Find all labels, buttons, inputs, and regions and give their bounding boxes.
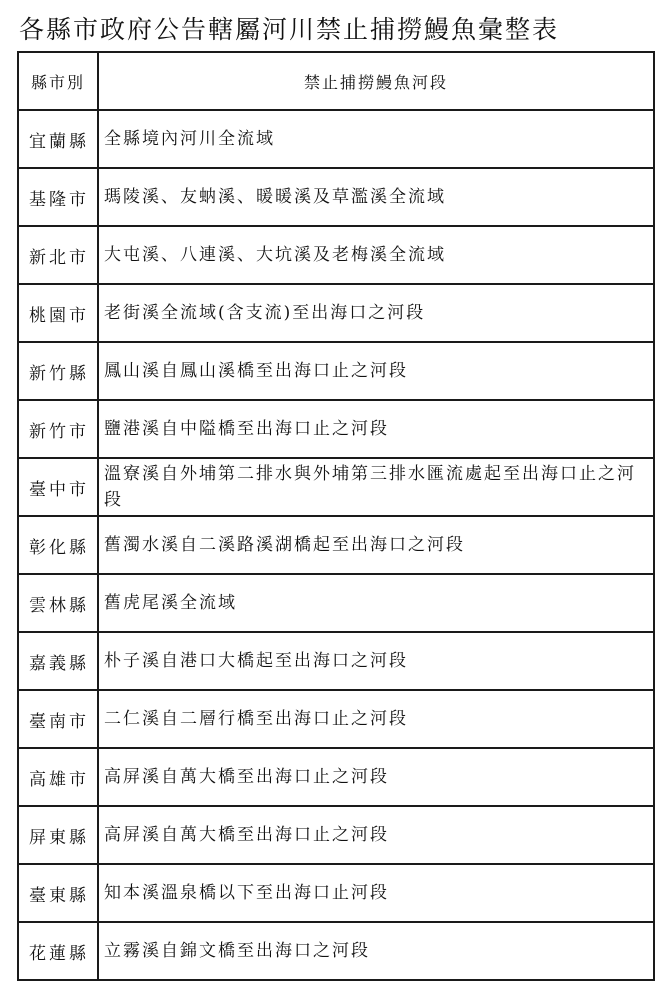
region-cell: 臺南市 (18, 690, 98, 748)
region-cell: 臺東縣 (18, 864, 98, 922)
region-cell: 嘉義縣 (18, 632, 98, 690)
header-section: 禁止捕撈鰻魚河段 (98, 52, 654, 110)
region-cell: 新竹縣 (18, 342, 98, 400)
region-cell: 宜蘭縣 (18, 110, 98, 168)
region-cell: 新竹市 (18, 400, 98, 458)
header-region: 縣市別 (18, 52, 98, 110)
section-cell: 二仁溪自二層行橋至出海口止之河段 (98, 690, 654, 748)
section-cell: 鹽港溪自中隘橋至出海口止之河段 (98, 400, 654, 458)
section-cell: 舊濁水溪自二溪路溪湖橋起至出海口之河段 (98, 516, 654, 574)
section-cell: 溫寮溪自外埔第二排水與外埔第三排水匯流處起至出海口止之河段 (98, 458, 654, 516)
table-row (18, 168, 654, 226)
region-cell: 彰化縣 (18, 516, 98, 574)
region-cell: 屏東縣 (18, 806, 98, 864)
table-row (18, 110, 654, 168)
region-cell: 臺中市 (18, 458, 98, 516)
section-cell: 全縣境內河川全流域 (98, 110, 654, 168)
section-cell: 鳳山溪自鳳山溪橋至出海口止之河段 (98, 342, 654, 400)
section-cell: 知本溪溫泉橋以下至出海口止河段 (98, 864, 654, 922)
section-cell: 老街溪全流域(含支流)至出海口之河段 (98, 284, 654, 342)
table-row (18, 226, 654, 284)
table-row (18, 748, 654, 806)
table-row (18, 632, 654, 690)
table-row (18, 400, 654, 458)
table-row (18, 922, 654, 980)
table-row (18, 342, 654, 400)
section-cell: 高屏溪自萬大橋至出海口止之河段 (98, 806, 654, 864)
table-header-row (18, 52, 654, 110)
section-cell: 瑪陵溪、友蚋溪、暖暖溪及草濫溪全流域 (98, 168, 654, 226)
region-cell: 雲林縣 (18, 574, 98, 632)
table-row (18, 458, 654, 516)
section-cell: 立霧溪自錦文橋至出海口之河段 (98, 922, 654, 980)
table-row (18, 574, 654, 632)
section-cell: 朴子溪自港口大橋起至出海口之河段 (98, 632, 654, 690)
region-cell: 花蓮縣 (18, 922, 98, 980)
region-cell: 基隆市 (18, 168, 98, 226)
section-cell: 舊虎尾溪全流域 (98, 574, 654, 632)
section-cell: 大屯溪、八連溪、大坑溪及老梅溪全流域 (98, 226, 654, 284)
region-cell: 桃園市 (18, 284, 98, 342)
section-cell: 高屏溪自萬大橋至出海口止之河段 (98, 748, 654, 806)
table-row (18, 806, 654, 864)
region-cell: 新北市 (18, 226, 98, 284)
table-row (18, 864, 654, 922)
table-row (18, 516, 654, 574)
region-cell: 高雄市 (18, 748, 98, 806)
table-row (18, 690, 654, 748)
eel-ban-table (17, 51, 655, 981)
page-title: 各縣市政府公告轄屬河川禁止捕撈鰻魚彙整表 (19, 15, 560, 44)
table-row (18, 284, 654, 342)
